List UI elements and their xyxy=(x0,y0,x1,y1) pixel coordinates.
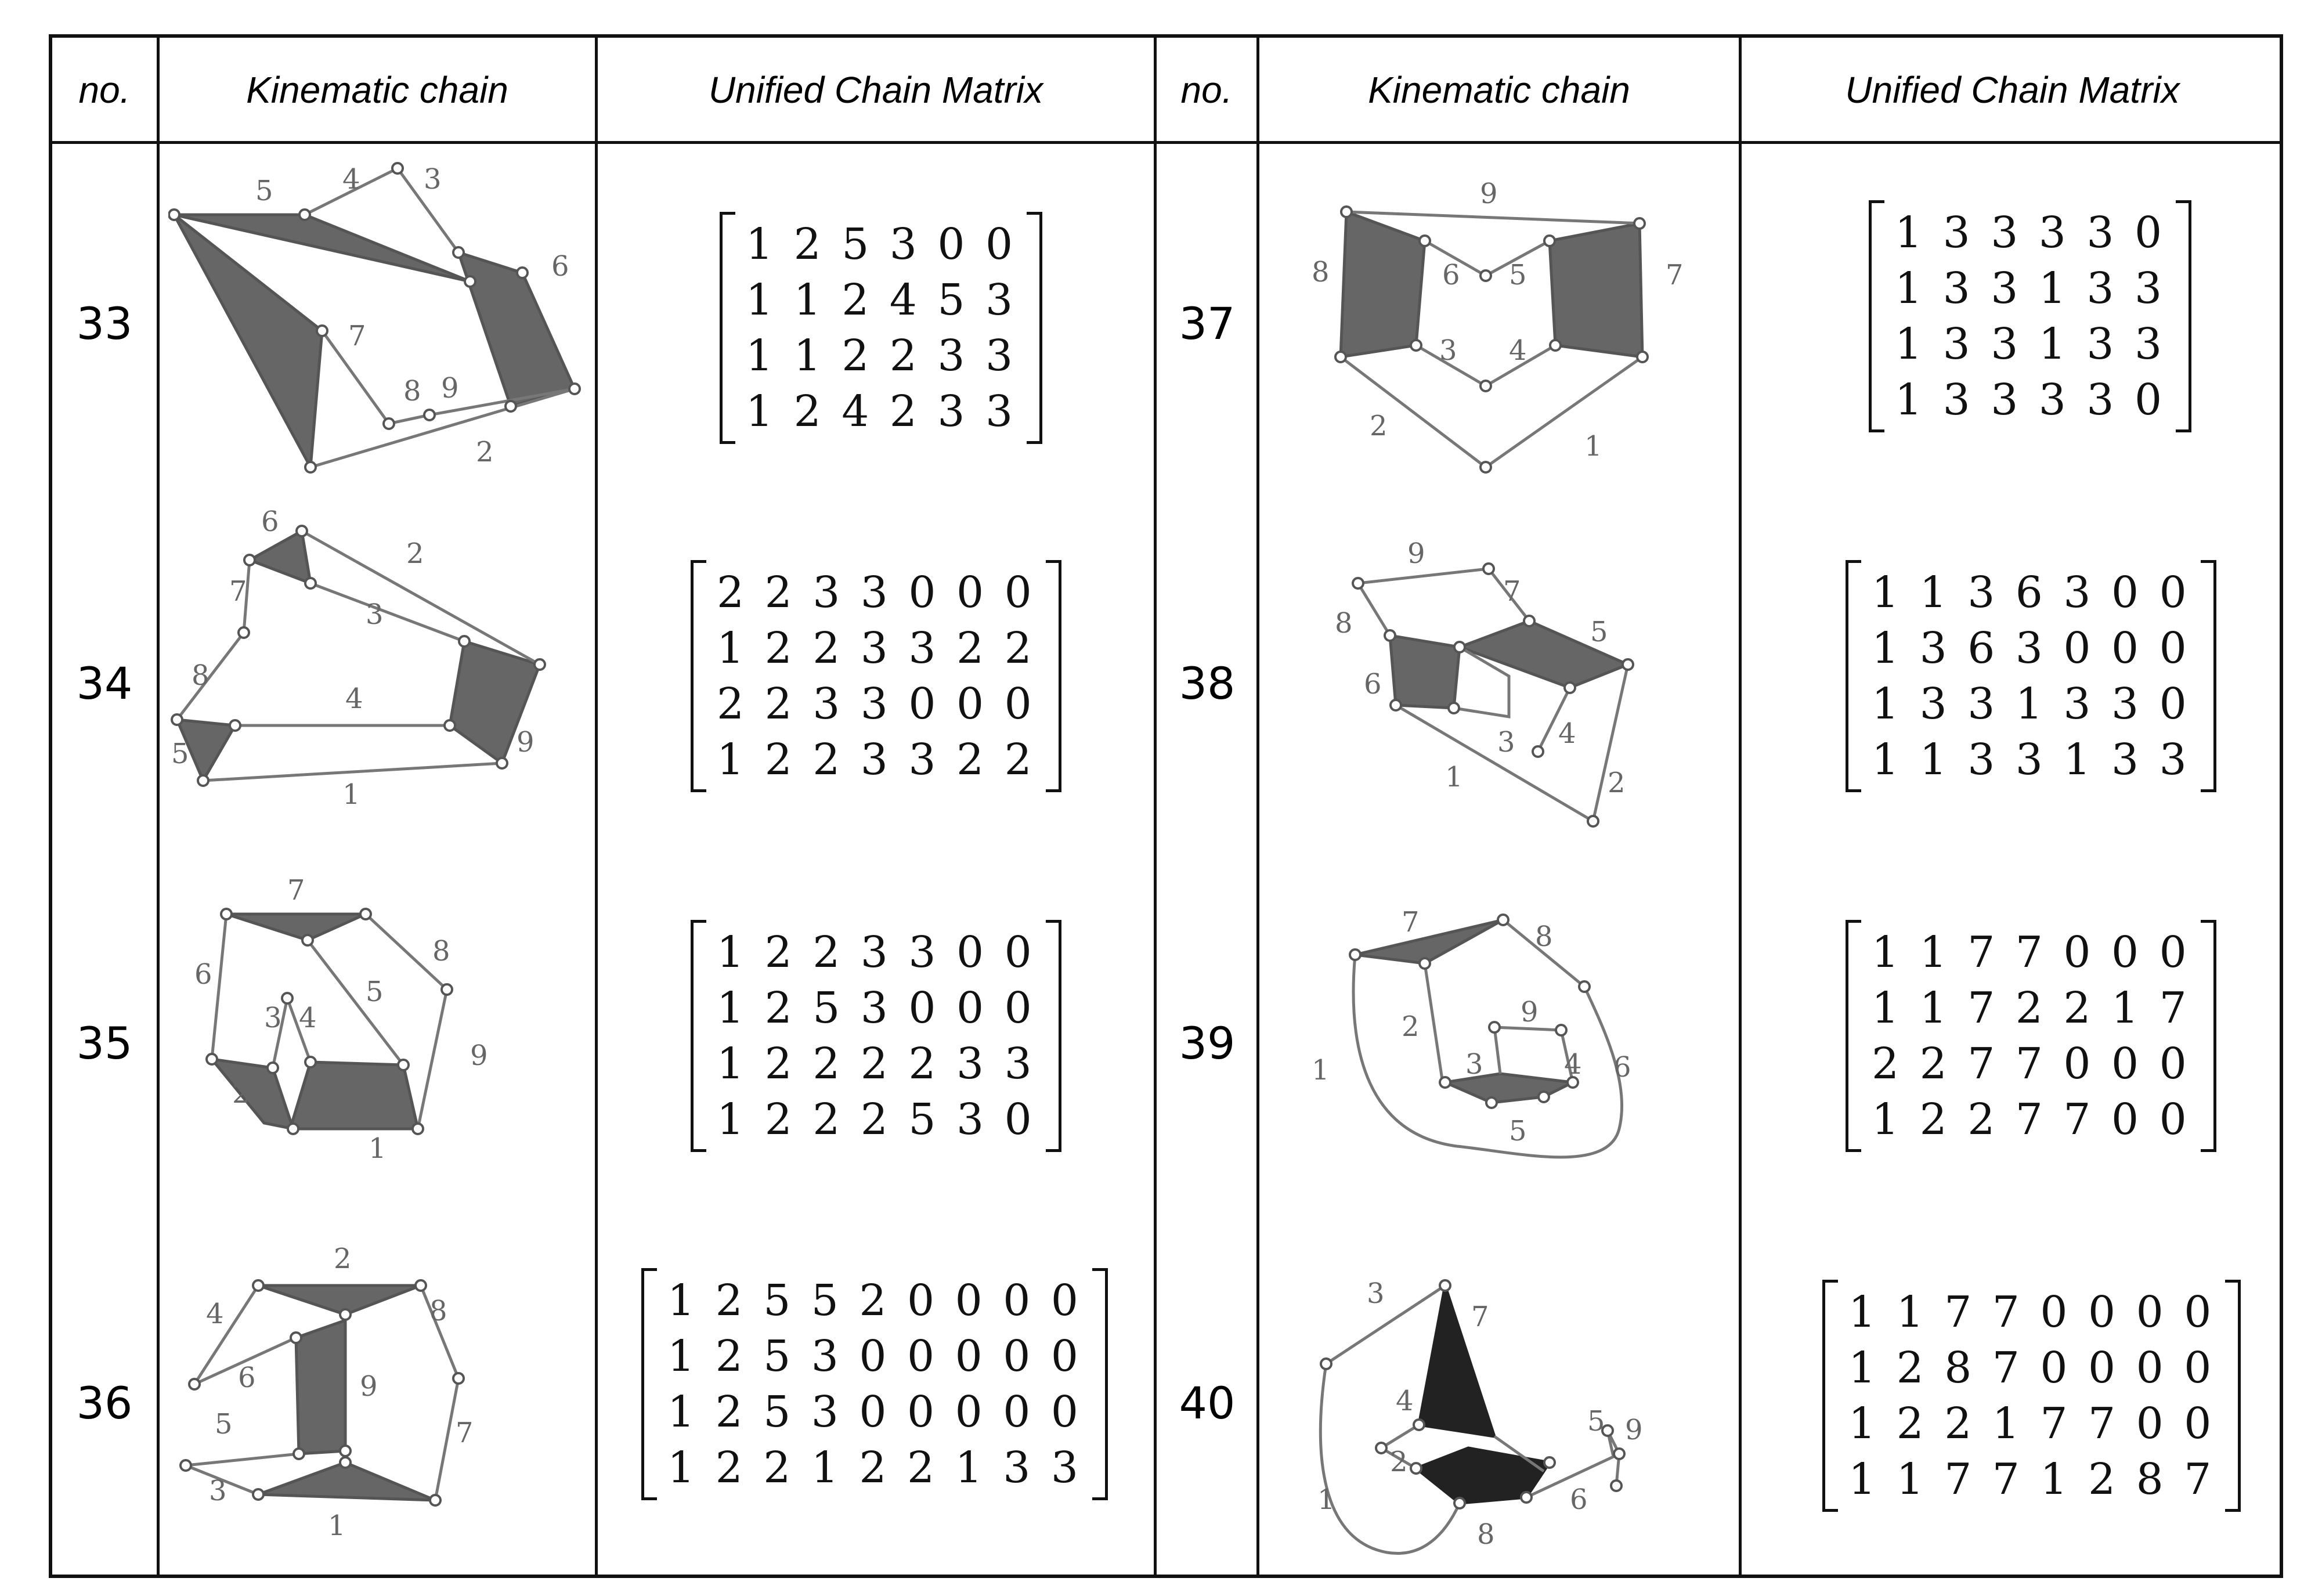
chain-matrix xyxy=(1822,1280,2241,1512)
matrix-row: 1 3 3 1 3 3 xyxy=(1895,319,2166,369)
link-label: 3 xyxy=(366,598,384,631)
matrix-row: 1 2 2 3 3 0 0 xyxy=(717,927,1035,977)
kinematic-chain-diagram xyxy=(168,508,586,833)
link-label: 9 xyxy=(517,726,535,759)
link-label: 6 xyxy=(1570,1483,1588,1516)
row-number: 39 xyxy=(1179,1017,1236,1069)
link-label: 9 xyxy=(470,1039,488,1072)
link-label: 5 xyxy=(171,738,189,770)
header-chain-right: Kinematic chain xyxy=(1368,69,1630,111)
link-label: 2 xyxy=(1402,1010,1420,1043)
link-label: 1 xyxy=(342,778,360,811)
link-label: 3 xyxy=(264,1002,282,1034)
matrix-row: 2 2 3 3 0 0 0 xyxy=(717,568,1035,618)
bracket-left xyxy=(720,212,735,444)
link-label: 8 xyxy=(1335,607,1353,640)
link-label: 1 xyxy=(1312,1054,1330,1086)
link-label: 6 xyxy=(194,958,212,991)
row-number: 33 xyxy=(76,298,133,349)
bracket-right xyxy=(1046,920,1061,1152)
matrix-row: 1 2 2 3 3 2 2 xyxy=(717,735,1035,785)
matrix-row: 1 2 8 7 0 0 0 0 xyxy=(1848,1343,2215,1393)
row-number: 35 xyxy=(76,1017,133,1069)
matrix-row: 1 2 5 3 0 0 xyxy=(746,219,1017,269)
link-label: 5 xyxy=(215,1408,233,1440)
link-label: 2 xyxy=(1608,767,1626,799)
matrix-row: 1 2 5 3 0 0 0 0 0 xyxy=(667,1331,1082,1381)
link-label: 1 xyxy=(1584,430,1602,463)
link-label: 9 xyxy=(1407,537,1425,570)
link-label: 6 xyxy=(1613,1051,1631,1084)
link-label: 8 xyxy=(432,935,450,967)
link-label: 8 xyxy=(1477,1518,1495,1551)
row-number: 36 xyxy=(76,1377,133,1429)
bracket-right xyxy=(1046,560,1061,792)
kinematic-chain-diagram xyxy=(1271,879,1724,1204)
header-chain-left: Kinematic chain xyxy=(246,69,508,111)
bracket-left xyxy=(1869,200,1884,432)
matrix-row: 1 2 2 1 7 7 0 0 xyxy=(1848,1399,2215,1449)
link-label: 3 xyxy=(1465,1048,1483,1081)
matrix-row: 1 2 5 3 0 0 0 xyxy=(717,983,1035,1033)
link-label: 7 xyxy=(348,320,366,352)
link-label: 9 xyxy=(1521,996,1539,1028)
matrix-row: 2 2 7 7 0 0 0 xyxy=(1872,1039,2190,1089)
col-divider xyxy=(1256,38,1259,1575)
matrix-row: 1 1 7 7 1 2 8 7 xyxy=(1848,1454,2215,1504)
link-label: 2 xyxy=(1370,410,1388,442)
matrix-row: 1 1 7 2 2 1 7 xyxy=(1872,983,2190,1033)
chain-matrix xyxy=(1846,920,2216,1152)
chain-table xyxy=(49,34,2283,1578)
row-number: 40 xyxy=(1179,1377,1236,1429)
col-divider xyxy=(1154,38,1157,1575)
link-label: 4 xyxy=(1558,717,1576,750)
link-label: 5 xyxy=(1509,1115,1527,1147)
chain-matrix xyxy=(1869,200,2191,432)
bracket-left xyxy=(691,920,706,1152)
link-label: 3 xyxy=(1497,726,1515,759)
link-label: 7 xyxy=(456,1417,474,1449)
link-label: 4 xyxy=(206,1298,224,1330)
matrix-row: 1 1 3 6 3 0 0 xyxy=(1872,568,2190,618)
matrix-row: 1 3 3 1 3 3 xyxy=(1895,263,2166,313)
link-label: 7 xyxy=(1666,259,1684,291)
link-label: 7 xyxy=(1471,1301,1489,1333)
matrix-row: 1 2 2 3 3 2 2 xyxy=(717,623,1035,673)
bracket-left xyxy=(1822,1280,1838,1512)
link-label: 4 xyxy=(1564,1048,1582,1081)
chain-matrix xyxy=(641,1268,1108,1500)
matrix-row: 1 1 7 7 0 0 0 xyxy=(1872,927,2190,977)
bracket-left xyxy=(1846,560,1861,792)
col-divider xyxy=(595,38,598,1575)
matrix-row: 1 2 2 2 5 3 0 xyxy=(717,1095,1035,1144)
matrix-row: 2 2 3 3 0 0 0 xyxy=(717,679,1035,729)
matrix-row: 1 1 2 2 3 3 xyxy=(746,331,1017,381)
kinematic-chain-diagram xyxy=(168,1227,586,1552)
matrix-row: 1 3 3 1 3 3 0 xyxy=(1872,679,2190,729)
header-no-left: no. xyxy=(78,69,131,111)
link-label: 6 xyxy=(1442,259,1460,291)
link-label: 1 xyxy=(369,1132,387,1165)
link-label: 6 xyxy=(1364,668,1382,700)
kinematic-chain-diagram xyxy=(168,160,586,485)
link-label: 8 xyxy=(1535,920,1553,953)
link-label: 3 xyxy=(1439,334,1457,367)
link-label: 7 xyxy=(229,575,247,608)
link-label: 4 xyxy=(345,683,363,715)
bracket-right xyxy=(2201,560,2216,792)
matrix-row: 1 2 2 1 2 2 1 3 3 xyxy=(667,1443,1082,1493)
link-label: 9 xyxy=(1480,178,1498,210)
link-label: 2 xyxy=(232,1077,250,1110)
row-number: 34 xyxy=(76,658,133,709)
link-label: 7 xyxy=(1503,575,1521,608)
header-matrix-left: Unified Chain Matrix xyxy=(708,69,1043,111)
bracket-right xyxy=(2201,920,2216,1152)
chain-matrix xyxy=(691,920,1061,1152)
chain-matrix xyxy=(1846,560,2216,792)
link-label: 3 xyxy=(1367,1277,1385,1310)
link-label: 5 xyxy=(255,175,273,207)
link-label: 8 xyxy=(1312,256,1330,288)
link-label: 1 xyxy=(1445,761,1463,793)
bracket-right xyxy=(2225,1280,2241,1512)
kinematic-chain-diagram xyxy=(1271,160,1724,485)
link-label: 7 xyxy=(1402,906,1420,938)
link-label: 1 xyxy=(261,352,279,384)
link-label: 4 xyxy=(342,163,360,196)
link-label: 5 xyxy=(1590,616,1608,648)
matrix-row: 1 1 7 7 0 0 0 0 xyxy=(1848,1287,2215,1337)
link-label: 5 xyxy=(366,976,384,1008)
matrix-row: 1 3 3 3 3 0 xyxy=(1895,208,2166,258)
bracket-right xyxy=(1027,212,1042,444)
bracket-right xyxy=(1092,1268,1108,1500)
link-label: 3 xyxy=(424,163,442,196)
link-label: 4 xyxy=(1396,1385,1414,1417)
kinematic-chain-diagram xyxy=(1271,1239,1724,1564)
matrix-row: 1 2 2 2 2 3 3 xyxy=(717,1039,1035,1089)
matrix-row: 1 2 5 3 0 0 0 0 0 xyxy=(667,1387,1082,1437)
link-label: 6 xyxy=(238,1362,256,1394)
link-label: 9 xyxy=(1625,1414,1643,1446)
chain-matrix xyxy=(691,560,1061,792)
link-label: 2 xyxy=(476,436,494,468)
link-label: 5 xyxy=(1587,1405,1605,1438)
col-divider xyxy=(157,38,160,1575)
row-number: 38 xyxy=(1179,658,1236,709)
matrix-row: 1 3 6 3 0 0 0 xyxy=(1872,623,2190,673)
link-label: 1 xyxy=(328,1510,346,1542)
matrix-row: 1 2 5 5 2 0 0 0 0 xyxy=(667,1276,1082,1326)
link-label: 5 xyxy=(1509,259,1527,291)
link-label: 4 xyxy=(299,1002,317,1034)
link-label: 1 xyxy=(1317,1483,1335,1516)
matrix-row: 1 2 4 2 3 3 xyxy=(746,387,1017,436)
header-matrix-right: Unified Chain Matrix xyxy=(1845,69,2180,111)
link-label: 9 xyxy=(360,1370,378,1403)
kinematic-chain-diagram xyxy=(168,868,586,1193)
link-label: 4 xyxy=(1509,334,1527,367)
col-divider xyxy=(1739,38,1742,1575)
bracket-left xyxy=(1846,920,1861,1152)
chain-matrix xyxy=(720,212,1042,444)
matrix-row: 1 1 3 3 1 3 3 xyxy=(1872,735,2190,785)
link-label: 7 xyxy=(287,874,305,907)
link-label: 2 xyxy=(334,1243,352,1275)
link-label: 3 xyxy=(209,1475,227,1507)
bracket-right xyxy=(2176,200,2191,432)
bracket-left xyxy=(641,1268,657,1500)
bracket-left xyxy=(691,560,706,792)
row-number: 37 xyxy=(1179,298,1236,349)
link-label: 9 xyxy=(441,372,459,405)
link-label: 6 xyxy=(551,250,569,283)
matrix-row: 1 1 2 4 5 3 xyxy=(746,275,1017,325)
header-no-right: no. xyxy=(1180,69,1233,111)
link-label: 8 xyxy=(192,659,210,692)
link-label: 2 xyxy=(406,537,424,570)
matrix-row: 1 2 2 7 7 0 0 xyxy=(1872,1095,2190,1144)
link-label: 8 xyxy=(429,1295,447,1327)
link-label: 2 xyxy=(1390,1446,1408,1478)
matrix-row: 1 3 3 3 3 0 xyxy=(1895,375,2166,425)
kinematic-chain-diagram xyxy=(1271,519,1724,844)
link-label: 6 xyxy=(261,508,279,538)
link-label: 8 xyxy=(403,375,421,407)
